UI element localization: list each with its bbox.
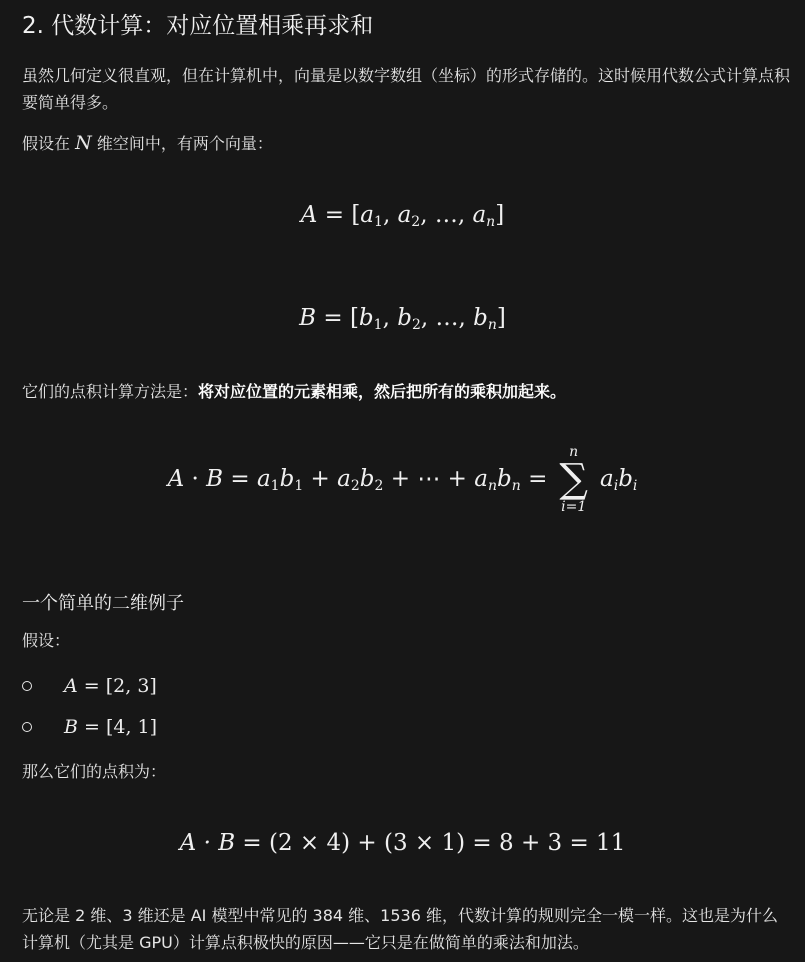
example-assume: 假设： xyxy=(22,631,71,650)
bullet-value: [4, 1] xyxy=(105,716,158,738)
bullet-variable: B xyxy=(64,716,78,738)
vector-b-equation: $B = [b_1$, $b_2$, …, $b_n$] xyxy=(299,305,506,333)
sum-lower-limit: i=1 xyxy=(561,499,587,515)
bullet-circle-icon xyxy=(22,722,32,732)
summation-symbol: n ∑ i=1 xyxy=(555,445,593,515)
rule-bold-text: 将对应位置的元素相乘，然后把所有的乘积加起来。 xyxy=(198,382,567,401)
result-lhs: A · B xyxy=(179,830,236,856)
bullet-circle-icon xyxy=(22,681,32,691)
closing-paragraph: 无论是 2 维、3 维还是 AI 模型中常见的 384 维、1536 维，代数计算的规则完全一模一样。这也是为什么计算机（尤其是 GPU）计算点积极快的原因——它只是在做简单的乘法和加法。 xyxy=(22,906,778,952)
list-item: B = [4, 1] xyxy=(22,713,157,742)
section-heading: 2. 代数计算：对应位置相乘再求和 xyxy=(22,13,374,39)
intro-paragraph: 虽然几何定义很直观，但在计算机中，向量是以数字数组（坐标）的形式存储的。这时候用代数公式计算点积要简单得多。 xyxy=(22,66,791,112)
result-intro: 那么它们的点积为： xyxy=(22,762,167,781)
bullet-variable: A xyxy=(64,675,78,697)
dimension-variable: N xyxy=(75,132,92,154)
sum-upper-limit: n xyxy=(569,444,579,460)
result-equation xyxy=(0,830,805,856)
vector-a-equation: $A = [a_1$, $a_2$, …, $a_n$] xyxy=(300,202,505,230)
assume-suffix: 维空间中，有两个向量： xyxy=(96,134,273,153)
list-item: A = [2, 3] xyxy=(22,672,157,701)
rule-paragraph xyxy=(22,378,792,405)
assume-prefix: 假设在 xyxy=(22,134,71,153)
rule-prefix: 它们的点积计算方法是： xyxy=(22,382,199,401)
vector-b-label: B xyxy=(299,305,317,331)
dot-product-formula: $A \cdot B = a_1b_1 + a_2b_2$ + ⋯ + $a_nb_n$ = n ∑ i=1 $a_ib_i$ xyxy=(167,444,638,515)
example-title: 一个简单的二维例子 xyxy=(22,593,184,614)
result-rhs: = (2 × 4) + (3 × 1) = 8 + 3 = 11 xyxy=(235,830,626,856)
assume-paragraph xyxy=(22,130,792,157)
bullet-value: [2, 3] xyxy=(105,675,157,697)
vector-a-label: A xyxy=(300,202,318,228)
